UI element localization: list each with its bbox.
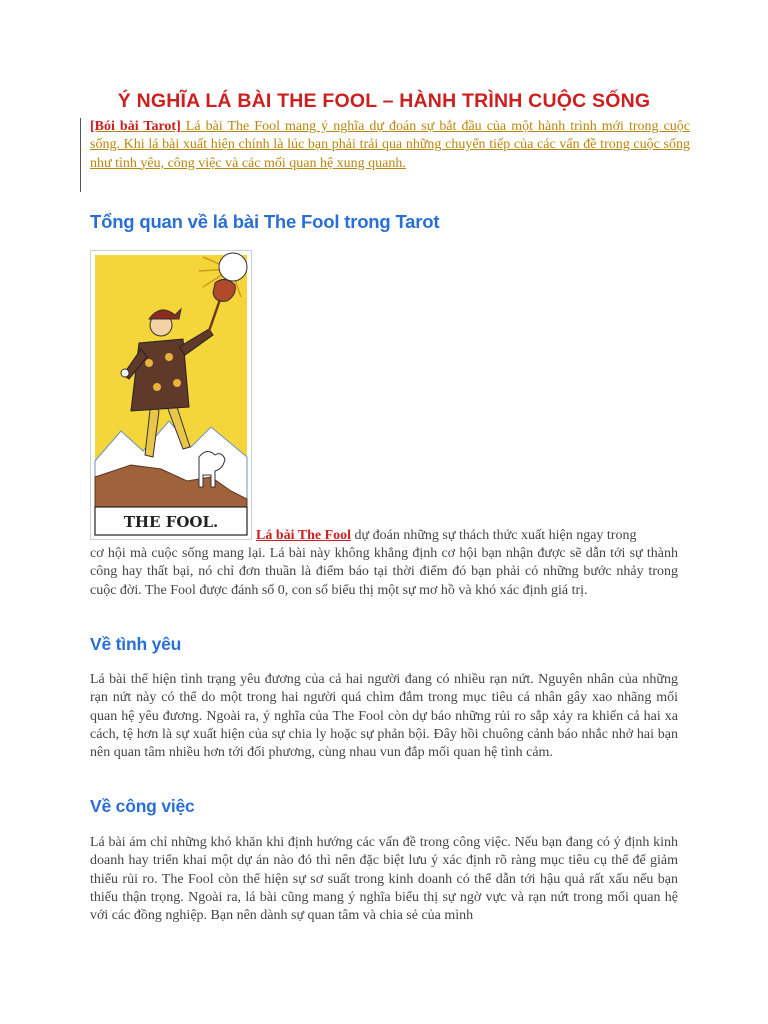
overview-paragraph: cơ hội mà cuộc sống mang lại. Lá bài này không khẳng định cơ hội bạn nhận được sẽ dẫn tới sự thành công hay thất bại, nó chỉ đơn thuần là điểm báo tại thời điểm đó bạn phải có những bước nhảy trong cuộc đời. The Fool được đánh số 0, con số biểu thị một sự mơ hồ và khó xác định giá trị.	[90, 546, 678, 598]
the-fool-link[interactable]: Lá bài The Fool	[256, 528, 352, 543]
intro-text: Lá bài The Fool mang ý nghĩa dự đoán sự bắt đầu của một hành trình mới trong cuộc sống. Khi lá bài xuất hiện chính là lúc bạn phải trải qua những chuyển tiếp của các vấn đề trong cuộc sống như tình yêu, công việc và các mối quan hệ xung quanh.	[90, 119, 691, 171]
overview-first-line	[256, 527, 678, 545]
intro-paragraph[interactable]	[90, 118, 690, 173]
page-title: Ý NGHĨA LÁ BÀI THE FOOL – HÀNH TRÌNH CUỘC SỐNG	[117, 90, 651, 112]
heading-love: Về tình yêu	[90, 634, 182, 654]
love-paragraph: Lá bài thể hiện tình trạng yêu đương của cả hai người đang có nhiều rạn nứt. Nguyên nhân của những rạn nứt này có thể do một trong hai người quá chìm đắm trong mục tiêu cá nhân gây xao nhãng mối quan hệ yêu đương. Ngoài ra, ý nghĩa của The Fool còn dự báo những rủi ro sắp xảy ra khiến cả hai xa cách, tệ hơn là sự xuất hiện của sự chia ly hoặc sự phản bội. Đây hồi chuông cảnh báo nhắc nhở hai bạn nên quan tâm nhiều hơn tới đối phương, cùng nhau vun đắp mối quan hệ tình cảm.	[90, 672, 678, 761]
overview-first-line-text: dự đoán những sự thách thức xuất hiện ngay trong	[351, 528, 637, 543]
fool-card-image	[90, 250, 252, 540]
heading-work: Về công việc	[90, 796, 195, 816]
intro-tag-link[interactable]: [Bói bài Tarot]	[90, 119, 181, 134]
work-paragraph: Lá bài ám chỉ những khó khăn khi định hướng các vấn đề trong công việc. Nếu bạn đang có ý định kinh doanh hay triển khai một dự án nào đó thì nên đặc biệt lưu ý xác định rõ ràng mục tiêu cụ thể để giảm thiểu rủi ro. The Fool còn thể hiện sự sơ suất trong kinh doanh có thể dẫn tới hậu quả rất xấu nếu bạn thiếu thận trọng. Ngoài ra, lá bài cũng mang ý nghĩa biểu thị sự ngờ vực và rạn nứt trong mối quan hệ với các đồng nghiệp. Bạn nên dành sự quan tâm và chia sẻ của mình	[90, 835, 678, 924]
card-caption: THE FOOL.	[123, 513, 219, 531]
intro-left-rule	[80, 118, 81, 192]
heading-overview: Tổng quan về lá bài The Fool trong Tarot	[90, 211, 440, 232]
